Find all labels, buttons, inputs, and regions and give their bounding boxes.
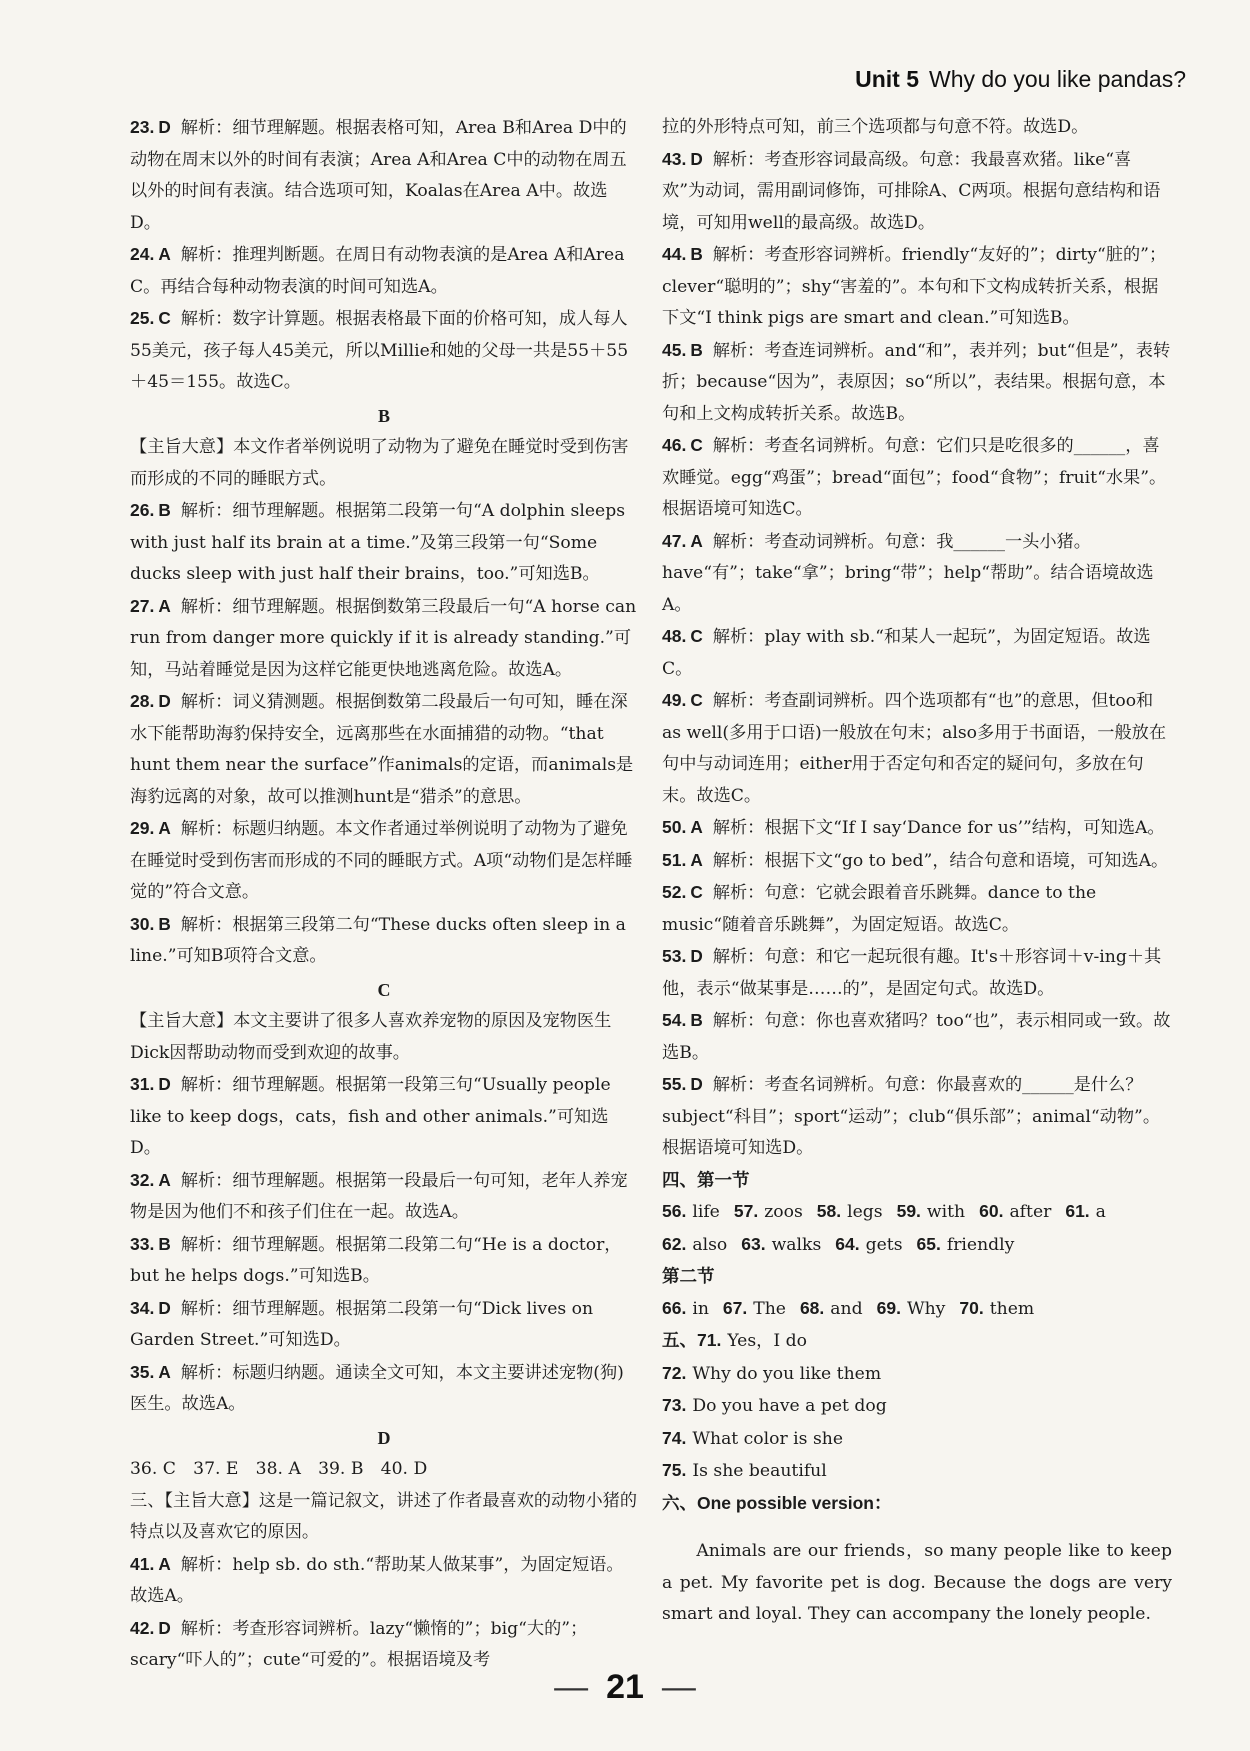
left-item — [130, 239, 638, 303]
answer-letter: B — [690, 244, 703, 264]
question-number: 51. — [662, 849, 687, 870]
answer-number: 67. — [722, 1297, 748, 1318]
question-number: 54. — [662, 1010, 687, 1030]
explanation-text: 解析：考查名词辨析。句意：你最喜欢的______是什么？subject“科目”；sport“运动”；club“俱乐部”；animal“动物”。根据语境可知选D。 — [662, 1075, 1161, 1158]
section-title: 第二节 — [662, 1266, 715, 1286]
explanation-text: 解析：考查形容词辨析。lazy“懒惰的”；big“大的”；scary“吓人的”；cute“可爱的”。根据语境及考 — [130, 1618, 588, 1670]
question-number: 52. — [662, 882, 687, 902]
explanation-text: 解析：考查名词辨析。句意：它们只是吃很多的______，喜欢睡觉。egg“鸡蛋”；bread“面包”；food“食物”；fruit“水果”。根据语境可知选C。 — [662, 436, 1167, 519]
explanation-text: 【主旨大意】本文主要讲了很多人喜欢养宠物的原因及宠物医生Dick因帮助动物而受到欢迎的故事。 — [130, 1011, 612, 1063]
answer-number: 75. — [662, 1460, 687, 1480]
question-number: 29. — [130, 818, 155, 838]
answer-number: 63. — [741, 1233, 766, 1254]
answer-word: and — [830, 1298, 863, 1319]
answer-letter: D — [158, 117, 171, 137]
section-letter: C — [377, 979, 391, 1000]
question-number: 26. — [130, 500, 155, 520]
explanation-text: 解析：根据第三段第二句“These ducks often sleep in a line.”可知B项符合文意。 — [130, 914, 626, 966]
left-item — [130, 303, 638, 399]
answer-letter: A — [690, 817, 703, 837]
answer-letter: A — [158, 1169, 171, 1190]
answer-text: Yes，I do — [727, 1331, 807, 1351]
answer-letter: A — [158, 1553, 171, 1574]
explanation-text: 解析：细节理解题。根据第一段第三句“Usually people like to keep dogs，cats，fish and other animals.”可知选D。 — [130, 1075, 611, 1158]
explanation-text: 解析：标题归纳题。通读全文可知，本文主要讲述宠物(狗)医生。故选A。 — [130, 1362, 624, 1414]
explanation-text: 解析：考查副词辨析。四个选项都有“也”的意思，但too和as well(多用于口语)一般放在句末；also多用于书面语，一般放在句中与动词连用；either用于否定句和否定的疑问句，多放在句末。故选C。 — [662, 691, 1167, 806]
answer-word: legs — [847, 1202, 883, 1222]
explanation-text: 解析：help sb. do sth.“帮助某人做某事”，为固定短语。故选A。 — [130, 1554, 624, 1606]
answer-number: 62. — [662, 1233, 687, 1254]
answer-word: walks — [771, 1234, 822, 1255]
question-number: 33. — [130, 1233, 155, 1254]
left-item — [130, 1165, 638, 1229]
question-number: 28. — [130, 691, 155, 711]
answer-letter: B — [690, 1010, 703, 1030]
answer-text: What color is she — [692, 1428, 844, 1449]
left-item — [130, 1549, 638, 1613]
answer-number: 70. — [959, 1297, 984, 1318]
answer-word: a — [1095, 1202, 1106, 1222]
answer-word: gets — [865, 1234, 903, 1255]
left-item — [130, 686, 638, 813]
answer-number: 73. — [662, 1395, 687, 1415]
answer-text: Is she beautiful — [692, 1461, 827, 1481]
answer-letter: B — [158, 500, 171, 520]
answer-number: 68. — [799, 1297, 825, 1318]
explanation-text: 解析：标题归纳题。本文作者通过举例说明了动物为了避免在睡觉时受到伤害而形成的不同的睡眠方式。A项“动物们是怎样睡觉的”符合文意。 — [130, 819, 633, 902]
explanation-text: 三、【主旨大意】这是一篇记叙文，讲述了作者最喜欢的动物小猪的特点以及喜欢它的原因。 — [130, 1490, 638, 1542]
explanation-text: 36. C 37. E 38. A 39. B 40. D — [130, 1459, 428, 1479]
answer-letter: C — [690, 626, 703, 646]
question-number: 53. — [662, 946, 687, 966]
question-number: 47. — [662, 530, 687, 551]
right-item — [662, 1005, 1172, 1069]
right-item — [662, 812, 1172, 845]
question-number: 31. — [130, 1074, 155, 1094]
answer-sentence — [662, 1390, 1172, 1423]
answer-text: Do you have a pet dog — [692, 1396, 887, 1416]
left-column — [130, 112, 638, 1677]
right-item — [662, 621, 1172, 685]
question-number: 43. — [662, 148, 687, 169]
explanation-text: 解析：句意：和它一起玩很有趣。It's＋形容词＋v-ing＋其他，表示“做某事是……的”，是固定句式。故选D。 — [662, 947, 1162, 999]
answer-sentence — [662, 1325, 1172, 1358]
answer-word: after — [1009, 1202, 1052, 1222]
explanation-text: 解析：推理判断题。在周日有动物表演的是Area A和Area C。再结合每种动物表演的时间可知选A。 — [130, 245, 625, 297]
answer-letter: D — [158, 1297, 171, 1318]
question-number: 48. — [662, 626, 687, 646]
left-item — [130, 1229, 638, 1293]
left-item — [130, 112, 638, 239]
question-number: 30. — [130, 913, 155, 934]
right-item — [662, 335, 1172, 431]
answer-letter: A — [158, 1361, 171, 1382]
sample-essay: Animals are our friends，so many people like to keep a pet. My favorite pet is dog. Because the dogs are very smart and loyal. They can accompany the lonely people. — [662, 1541, 1172, 1625]
left-item — [130, 813, 638, 909]
explanation-text: 解析：数字计算题。根据表格最下面的价格可知，成人每人55美元，孩子每人45美元，所以Millie和她的父母一共是55＋55＋45＝155。故选C。 — [130, 309, 629, 392]
answer-number: 65. — [916, 1233, 941, 1254]
answer-row — [662, 1229, 1172, 1262]
right-item — [662, 239, 1172, 335]
answer-letter: B — [158, 1233, 171, 1254]
answer-letter: A — [158, 244, 171, 264]
left-item — [130, 1006, 638, 1069]
question-number: 55. — [662, 1074, 687, 1094]
answer-number: 59. — [896, 1201, 921, 1221]
question-number: 45. — [662, 339, 687, 360]
answer-letter: B — [158, 913, 171, 934]
answer-letter: C — [690, 690, 703, 710]
explanation-text: 拉的外形特点可知，前三个选项都与句意不符。故选D。 — [662, 117, 1089, 137]
right-item — [662, 685, 1172, 812]
answer-letter: D — [690, 1074, 703, 1094]
explanation-text: 解析：细节理解题。根据第二段第一句“A dolphin sleeps with just half its brain at a time.”及第三段第一句“Some ducks sleep with just half their brains，too.”可知选B。 — [130, 501, 626, 584]
question-number: 41. — [130, 1553, 155, 1574]
explanation-text: 解析：词义猜测题。根据倒数第二段最后一句可知，睡在深水下能帮助海豹保持安全，远离那些在水面捕猎的动物。“that hunt them near the surface”作animals的定语，而animals是海豹远离的对象，故可以推测hunt是“猎杀”的意思。 — [130, 692, 634, 807]
explanation-text: 解析：根据下文“go to bed”，结合句意和语境，可知选A。 — [712, 850, 1169, 871]
answer-letter: A — [690, 849, 703, 870]
answer-letter: D — [158, 1617, 171, 1638]
answer-letter: D — [690, 946, 703, 966]
left-item — [130, 909, 638, 973]
left-item — [130, 1486, 638, 1549]
question-number: 24. — [130, 244, 155, 264]
explanation-text: 解析：play with sb.“和某人一起玩”，为固定短语。故选C。 — [662, 627, 1151, 679]
answer-word: life — [692, 1202, 720, 1222]
explanation-text: 解析：考查动词辨析。句意：我______一头小猪。have“有”；take“拿”；bring“带”；help“帮助”。结合语境故选A。 — [662, 531, 1154, 615]
answer-word: with — [926, 1202, 966, 1222]
question-number: 25. — [130, 308, 155, 328]
answer-sentence — [662, 1455, 1172, 1488]
right-item — [662, 430, 1172, 526]
answer-letter: A — [158, 818, 171, 838]
explanation-text: 解析：句意：它就会跟着音乐跳舞。dance to the music“随着音乐跳舞”，为固定短语。故选C。 — [662, 883, 1097, 935]
right-item — [662, 941, 1172, 1005]
answer-letter: A — [690, 530, 703, 551]
answer-number: 五、71. — [662, 1330, 722, 1350]
answer-sentence — [662, 1423, 1172, 1456]
question-number: 32. — [130, 1169, 155, 1190]
answer-letter: D — [158, 1074, 171, 1094]
explanation-text: 解析：考查形容词辨析。friendly“友好的”；dirty“脏的”；clever“聪明的”；shy“害羞的”。本句和下文构成转折关系，根据下文“I think pigs are smart and clean.”可知选B。 — [662, 245, 1167, 328]
answer-word: friendly — [946, 1234, 1015, 1255]
page-number: — 21 — — [554, 1668, 696, 1706]
answer-number: 64. — [835, 1233, 860, 1254]
answer-number: 69. — [876, 1297, 901, 1318]
section-title: 四、第一节 — [662, 1169, 750, 1190]
left-item — [130, 591, 638, 687]
question-number: 34. — [130, 1297, 155, 1318]
answer-number: 72. — [662, 1362, 687, 1383]
explanation-text: 解析：根据下文“If I say‘Dance for us’”结构，可知选A。 — [712, 818, 1165, 838]
answer-letter: A — [158, 595, 171, 616]
explanation-text: 解析：考查连词辨析。and“和”，表并列；but“但是”，表转折；because“因为”，表原因；so“所以”，表结果。根据句意，本句和上文构成转折关系。故选B。 — [662, 340, 1171, 424]
explanation-text: 解析：句意：你也喜欢猪吗？too“也”，表示相同或一致。故选B。 — [662, 1011, 1171, 1063]
right-item — [662, 144, 1172, 240]
page-number-value: 21 — [606, 1668, 644, 1706]
right-item — [662, 112, 1172, 144]
answer-word: them — [989, 1298, 1035, 1319]
answer-letter: B — [690, 339, 703, 360]
question-number: 23. — [130, 117, 155, 137]
answer-number: 74. — [662, 1427, 687, 1448]
answer-number: 66. — [662, 1297, 687, 1318]
question-number: 35. — [130, 1361, 155, 1382]
explanation-text: 解析：细节理解题。根据倒数第三段最后一句“A horse can run from danger more quickly if it is already standing.”可知，马站着睡觉是因为这样它能更快地逃离危险。故选A。 — [130, 596, 637, 680]
section-letter: B — [377, 405, 390, 426]
explanation-text: 解析：细节理解题。根据表格可知，Area B和Area D中的动物在周末以外的时间有表演；Area A和Area C中的动物在周五以外的时间有表演。结合选项可知，Koalas在Area A中。故选D。 — [130, 118, 627, 233]
answer-number: 61. — [1065, 1201, 1090, 1221]
question-number: 50. — [662, 817, 687, 837]
answer-letter: C — [690, 435, 703, 455]
running-header — [855, 66, 1186, 93]
question-number: 27. — [130, 595, 155, 616]
explanation-text: 【主旨大意】本文作者举例说明了动物为了避免在睡觉时受到伤害而形成的不同的睡眠方式。 — [130, 437, 629, 489]
right-item — [662, 1069, 1172, 1165]
right-item — [662, 877, 1172, 941]
answer-word: also — [692, 1234, 728, 1255]
answer-number: 60. — [979, 1201, 1004, 1221]
answer-text: Why do you like them — [692, 1363, 882, 1384]
unit-title: Why do you like pandas? — [929, 66, 1186, 92]
question-number: 44. — [662, 244, 687, 264]
question-number: 46. — [662, 435, 687, 455]
explanation-text: 解析：细节理解题。根据第一段最后一句可知，老年人养宠物是因为他们不和孩子们住在一起。故选A。 — [130, 1170, 628, 1222]
answer-letter: D — [690, 148, 703, 169]
right-item — [662, 526, 1172, 622]
answer-letter: C — [158, 308, 171, 328]
left-item — [130, 1357, 638, 1421]
answer-letter: D — [158, 691, 171, 711]
answer-sentence — [662, 1358, 1172, 1391]
answer-letter: C — [690, 882, 703, 902]
section-letter: D — [377, 1427, 391, 1448]
section-title: 六、One possible version： — [662, 1492, 892, 1513]
question-number: 42. — [130, 1617, 155, 1638]
left-item — [130, 1454, 638, 1486]
left-item — [130, 495, 638, 591]
left-item — [130, 432, 638, 495]
explanation-text: 解析：考查形容词最高级。句意：我最喜欢猪。like“喜欢”为动词，需用副词修饰，可排除A、C两项。根据句意结构和语境，可知用well的最高级。故选D。 — [662, 149, 1161, 233]
left-item — [130, 1613, 638, 1677]
explanation-text: 解析：细节理解题。根据第二段第一句“Dick lives on Garden Street.”可知选D。 — [130, 1298, 594, 1350]
answer-row — [662, 1293, 1172, 1326]
left-item — [130, 1293, 638, 1357]
answer-number: 57. — [733, 1201, 759, 1221]
answer-word: zoos — [764, 1202, 803, 1222]
answer-row — [662, 1196, 1172, 1229]
answer-word: The — [753, 1298, 786, 1319]
question-number: 49. — [662, 690, 687, 710]
right-item — [662, 845, 1172, 878]
answer-number: 56. — [662, 1201, 687, 1221]
explanation-text: 解析：细节理解题。根据第二段第二句“He is a doctor，but he helps dogs.”可知选B。 — [130, 1234, 622, 1286]
answer-word: Why — [906, 1298, 946, 1319]
answer-word: in — [692, 1298, 709, 1319]
left-item — [130, 1069, 638, 1165]
answer-number: 58. — [816, 1201, 842, 1221]
unit-label: Unit 5 — [855, 66, 919, 92]
right-column — [662, 112, 1172, 1648]
